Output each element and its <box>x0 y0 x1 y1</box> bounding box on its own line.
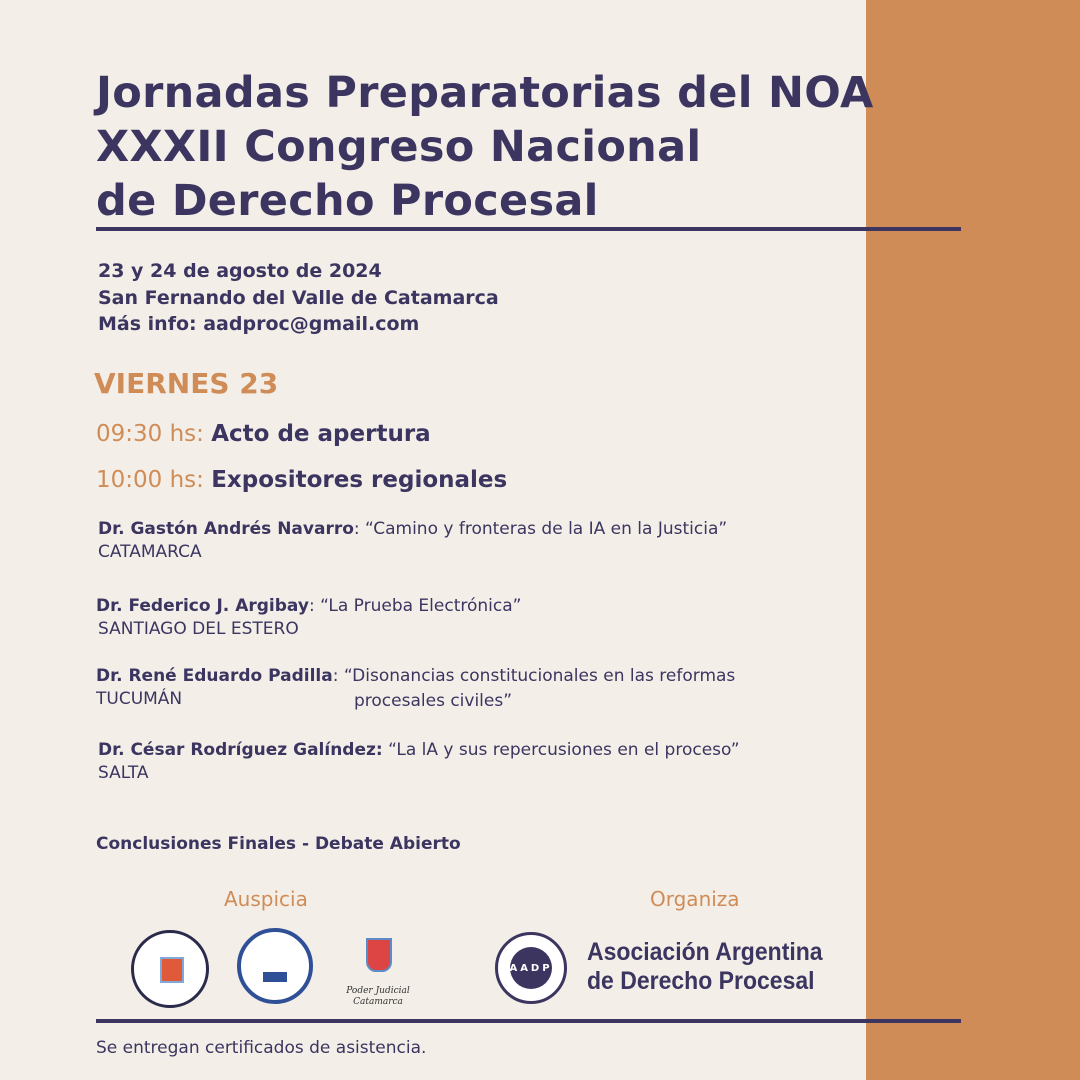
footer-note: Se entregan certificados de asistencia. <box>96 1038 427 1058</box>
poder-judicial-catamarca-logo <box>346 930 410 1010</box>
speaker-name: Dr. Federico J. Argibay <box>96 596 309 616</box>
speaker-name: Dr. César Rodríguez Galíndez: <box>98 740 383 760</box>
organizer-name <box>587 938 823 996</box>
schedule-item <box>96 421 431 447</box>
speaker-name: Dr. Gastón Andrés Navarro <box>98 519 354 539</box>
scales-icon: AADP <box>510 947 552 989</box>
university-catamarca-logo <box>237 928 313 1004</box>
schedule-time: 09:30 hs: <box>96 421 204 447</box>
closing-note: Conclusiones Finales - Debate Abierto <box>96 834 461 854</box>
speaker-province: TUCUMÁN <box>96 689 183 709</box>
speaker <box>96 595 521 641</box>
organizer-label: Organiza <box>650 887 740 911</box>
top-divider <box>96 227 961 231</box>
speaker-talk: : “Disonancias constitucionales en las reformas <box>332 666 736 686</box>
title-line-1: Jornadas Preparatorias del NOA <box>96 68 874 118</box>
speaker-talk: : “La Prueba Electrónica” <box>308 596 522 616</box>
day-heading: VIERNES 23 <box>94 367 279 400</box>
speaker-talk: : “Camino y fronteras de la IA en la Justicia” <box>353 519 728 539</box>
book-icon <box>263 972 287 982</box>
coat-of-arms-icon <box>366 938 392 972</box>
aadp-logo <box>495 932 567 1004</box>
speaker-talk-continued: procesales civiles” <box>354 691 513 711</box>
poster-title <box>96 66 874 228</box>
schedule-desc: Expositores regionales <box>211 467 508 493</box>
event-info <box>98 258 499 338</box>
event-place: San Fernando del Valle de Catamarca <box>98 286 499 309</box>
speaker <box>96 665 735 711</box>
magistrates-association-logo <box>131 930 209 1008</box>
speaker-talk: “La lA y sus repercusiones en el proceso” <box>382 740 740 760</box>
speaker <box>98 518 727 564</box>
event-date: 23 y 24 de agosto de 2024 <box>98 260 382 282</box>
speaker-province: SANTIAGO DEL ESTERO <box>98 619 299 639</box>
schedule-desc: Acto de apertura <box>211 421 431 447</box>
speaker <box>98 739 740 785</box>
logo-caption: Poder Judicial Catamarca <box>346 986 410 1007</box>
speaker-province: SALTA <box>98 763 149 783</box>
title-line-2: XXXII Congreso Nacional <box>96 122 702 172</box>
bottom-divider <box>96 1019 961 1023</box>
schedule-item <box>96 467 507 493</box>
title-line-3: de Derecho Procesal <box>96 176 599 226</box>
organizer-name-line-2: de Derecho Procesal <box>587 967 815 995</box>
sponsors-label: Auspicia <box>224 887 308 911</box>
speaker-name: Dr. René Eduardo Padilla <box>96 666 333 686</box>
event-contact[interactable]: Más info: aadproc@gmail.com <box>98 313 420 335</box>
speaker-province: CATAMARCA <box>98 542 202 562</box>
shield-icon <box>160 957 184 983</box>
orange-side-stripe <box>866 0 1080 1080</box>
schedule-time: 10:00 hs: <box>96 467 204 493</box>
organizer-name-line-1: Asociación Argentina <box>587 938 823 966</box>
